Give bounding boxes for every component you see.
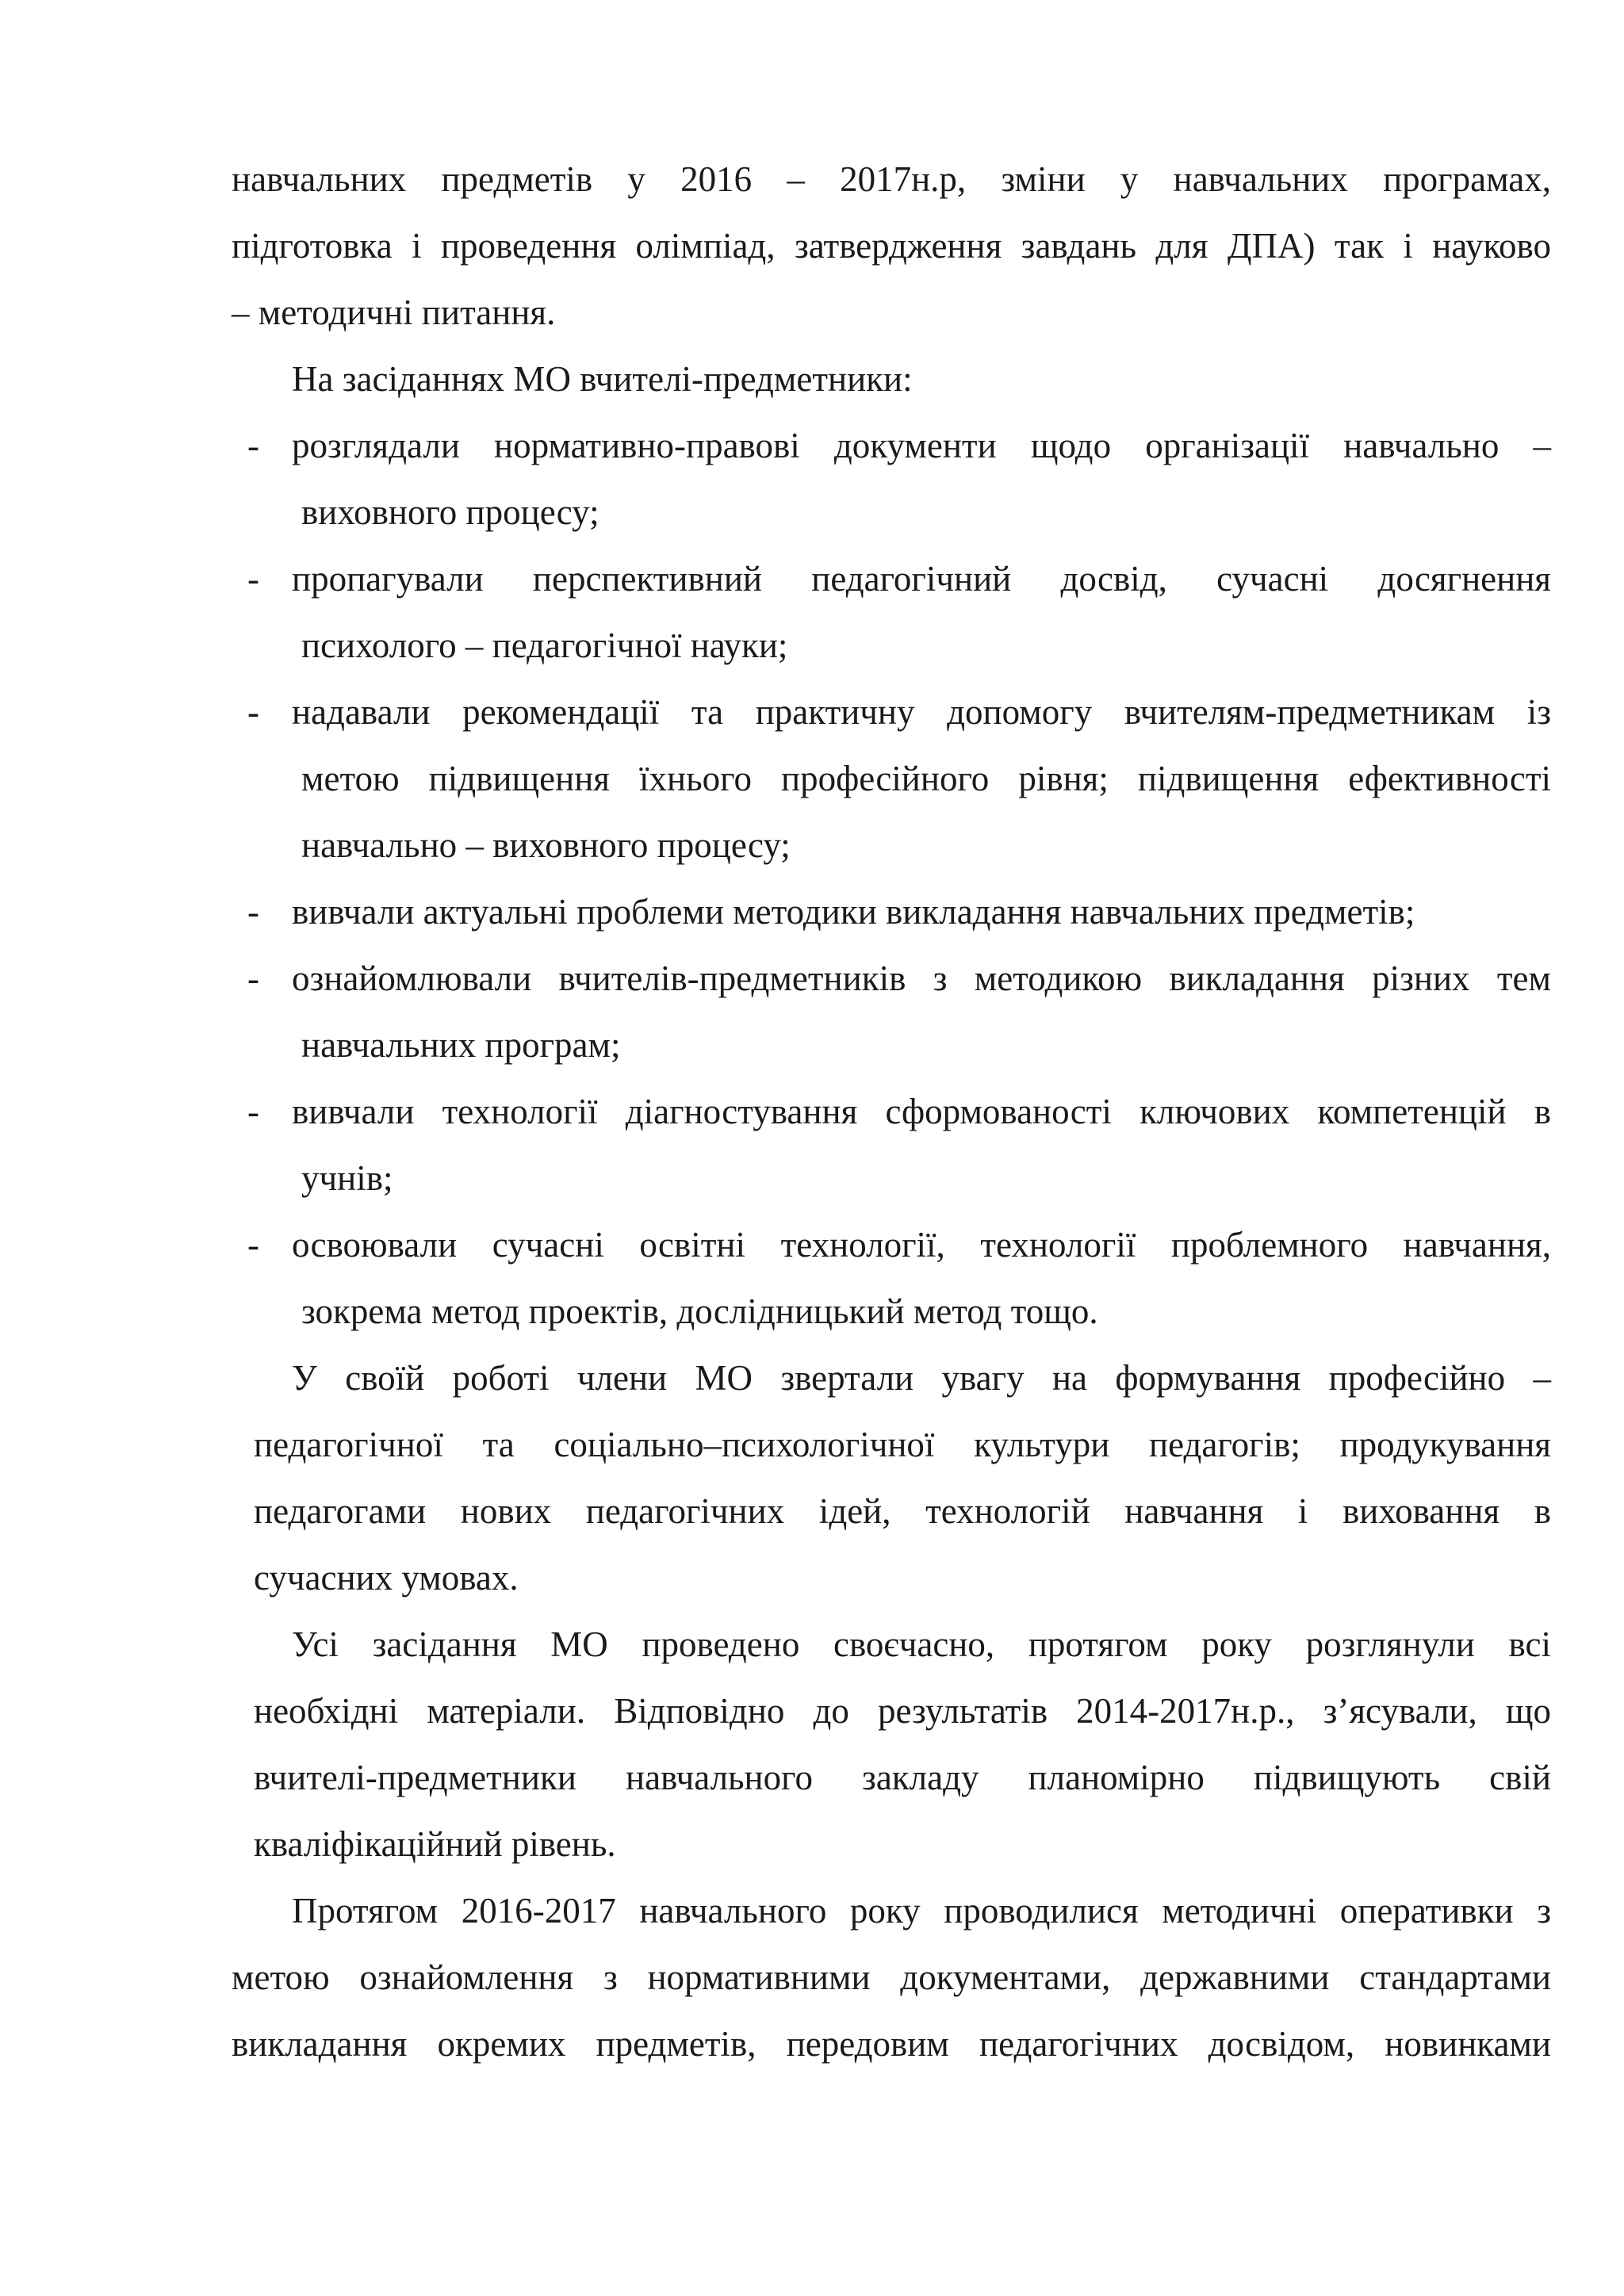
paragraph-work-line-2: педагогічної та соціально–психологічної культури педагогів; продукування [254, 1425, 1551, 1464]
list-item-continuation: психолого – педагогічної науки; [301, 626, 788, 665]
paragraph-work-line-3: педагогами нових педагогічних ідей, технологій навчання і виховання в [254, 1491, 1551, 1531]
intro-line-2: підготовка і проведення олімпіад, затвердження завдань для ДПА) так і науково [232, 226, 1551, 266]
list-item: надавали рекомендації та практичну допомогу вчителям-предметникам із [292, 692, 1551, 732]
list-item: вивчали актуальні проблеми методики викладання навчальних предметів; [292, 892, 1415, 932]
intro-line-3: – методичні питання. [232, 293, 556, 332]
list-item: ознайомлювали вчителів-предметників з методикою викладання різних тем [292, 959, 1551, 998]
list-item-continuation: метою підвищення їхнього професійного рівня; підвищення ефективності [301, 759, 1551, 798]
paragraph-meetings-line-3: вчителі-предметники навчального закладу планомірно підвищують свій [254, 1758, 1551, 1797]
list-item-continuation: виховного процесу; [301, 492, 599, 532]
paragraph-operative-line-1: Протягом 2016-2017 навчального року проводилися методичні оперативки з [292, 1891, 1551, 1931]
bullet-marker: - [247, 1092, 259, 1131]
paragraph-operative-line-2: метою ознайомлення з нормативними документами, державними стандартами [232, 1957, 1551, 1997]
mo-lead-sentence: На засіданнях МО вчителі-предметники: [292, 359, 913, 399]
paragraph-work-line-4: сучасних умовах. [254, 1558, 519, 1598]
bullet-marker: - [247, 692, 259, 732]
paragraph-work-line-1: У своїй роботі члени МО звертали увагу на формування професійно – [292, 1358, 1551, 1398]
list-item-continuation: зокрема метод проектів, дослідницький метод тощо. [301, 1292, 1098, 1331]
list-item: розглядали нормативно-правові документи щодо організації навчально – [292, 426, 1551, 465]
list-item: освоювали сучасні освітні технології, технології проблемного навчання, [292, 1225, 1551, 1265]
list-item: пропагували перспективний педагогічний досвід, сучасні досягнення [292, 559, 1551, 599]
list-item: вивчали технології діагностування сформованості ключових компетенцій в [292, 1092, 1551, 1131]
list-item-continuation: навчально – виховного процесу; [301, 825, 791, 865]
bullet-marker: - [247, 892, 259, 932]
list-item-continuation: навчальних програм; [301, 1025, 621, 1065]
bullet-marker: - [247, 559, 259, 599]
paragraph-meetings-line-2: необхідні матеріали. Відповідно до результатів 2014-2017н.р., з’ясували, що [254, 1691, 1551, 1731]
paragraph-operative-line-3: викладання окремих предметів, передовим педагогічних досвідом, новинками [232, 2024, 1551, 2064]
paragraph-meetings-line-1: Усі засідання МО проведено своєчасно, протягом року розглянули всі [292, 1624, 1551, 1664]
bullet-marker: - [247, 959, 259, 998]
paragraph-meetings-line-4: кваліфікаційний рівень. [254, 1824, 616, 1864]
bullet-marker: - [247, 1225, 259, 1265]
bullet-marker: - [247, 426, 259, 465]
list-item-continuation: учнів; [301, 1158, 393, 1198]
intro-line-1: навчальних предметів у 2016 – 2017н.р, зміни у навчальних програмах, [232, 159, 1551, 199]
